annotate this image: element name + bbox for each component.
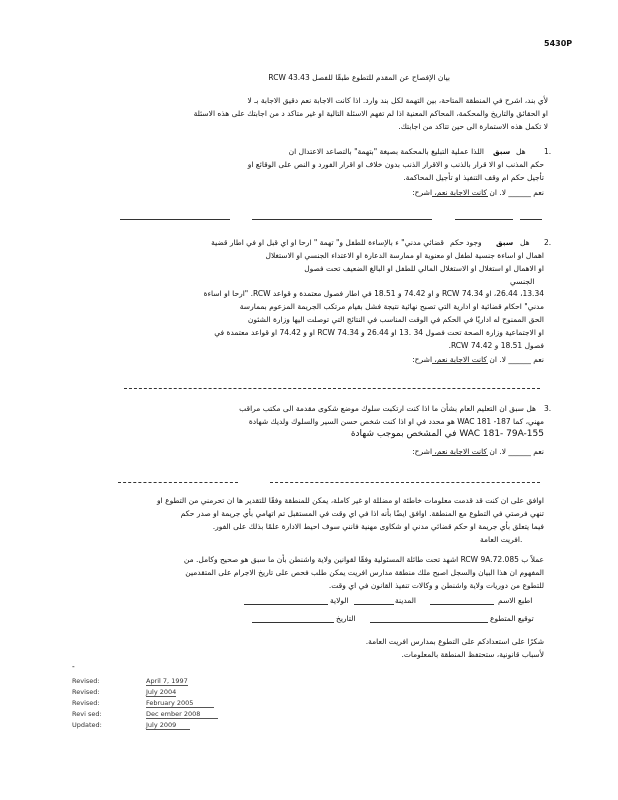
thanks-line-2: لأسباب قانونية، ستحتفظ المنطقة بالمعلومات. [401, 650, 544, 659]
q2-line-5: مدني" احكام قضائية او ادارية التي تصبح نهائية نتيجة فشل بقيام مرتكب الجريمة المزعوم بممارسة [239, 302, 544, 311]
date-label: التاريخ [336, 614, 356, 623]
q2-line-1: قضائي مدني" ء بالإساءة للطفل و" تهمة " ارحا او اي قبل او في اطار قضية [211, 238, 444, 247]
intro-line-3: لا تكمل هذه الاستمارة الى حين تتاكد من اجابتك. [398, 122, 548, 131]
state-label: الولاية [330, 596, 349, 605]
revision-label: Revi sed: [72, 710, 102, 718]
intro-line-1: لأي بند، اشرح في المنطقة المتاحة، بين التهمة لكل بند وارد. اذا كانت الاجابة نعم دقيق الاجابة بـ لا [247, 96, 548, 105]
q2-explain-line[interactable] [124, 388, 540, 389]
print-name-line[interactable] [430, 604, 494, 605]
footnote-mark: - [72, 662, 75, 671]
q1-number: 1. [544, 147, 552, 156]
thanks-line-1: شكرًا على استعدادكم على التطوع بمدارس افريت العامة. [365, 637, 544, 646]
date-line[interactable] [252, 622, 334, 623]
volunteer-signature-line[interactable] [370, 622, 488, 623]
agreement-p1-line-4: افريت العامة. [480, 535, 523, 544]
revision-date: July 2004 [146, 688, 177, 696]
q3-line-3: WAC 181- 79A-155 في المشخص بموجب شهادة [350, 429, 544, 439]
revision-date: February 2005 [146, 699, 214, 708]
q2-number: 2. [544, 238, 552, 247]
agreement-p2-line-1: عملاً ب RCW 9A.72.085 اشهد تحت طائلة المسئولية وفقًا لقوانين ولاية واشنطن بأن ما سبق هو صحيح وكامل. من [183, 555, 544, 564]
q3-yes-line[interactable] [432, 455, 488, 456]
q2-wujud: وجود حكم [450, 238, 482, 247]
q2-line-4b: 13.34، 26.44، او 74.34 RCW و او 74.42 و 18.51 في اطار فصول معتمدة و قواعد RCW. "ارحا او اساءة [203, 289, 544, 298]
city-label: المدينة [395, 596, 417, 605]
q2-line-7: او الاجتماعية وزارة الصحة تحت فصول 34 .13 او 26.44 و 74.34 RCW او و 74.42 او قواعد معتمدة في [214, 328, 544, 337]
page-title: بيان الإفصاح عن المقدم للتطوع طبقًا للفصل RCW 43.43 [268, 73, 450, 82]
city-line[interactable] [354, 604, 394, 605]
revision-date: April 7, 1997 [146, 677, 188, 685]
q1-explain-line-4[interactable] [520, 219, 542, 220]
q2-hal: هل [520, 238, 530, 247]
q2-line-6: الحق الممنوح له اداريًا في الحكم في الوقت المناسب في النتائج التي توصلت اليها وزارة الشئون [247, 315, 544, 324]
revision-label: Updated: [72, 721, 102, 729]
agreement-p2-line-3: للتطوع من دوريات ولاية واشنطن و وكالات تنفيذ القانون في اي وقت. [328, 581, 544, 590]
q3-yes-no: نعم ______ لا. ان كانت الاجابة نعم، اشرح: [412, 447, 544, 456]
q3-explain-line-2[interactable] [270, 482, 540, 483]
q1-line-2: حكم المذنب او الا قرار بالذنب و الاقرار الذنب بدون خلاف او اقرار الفورد و النص على الوقائع او [247, 160, 544, 169]
intro-line-2: او الحقائق والتاريخ والمحكمة، المحاكم المعنية اذا لم تفهم الاسئلة التالية او غير متاكد د من اجابتك على هذه الاسئلة [193, 109, 548, 118]
q1-hal: هل [516, 147, 526, 156]
q2-line-8: فصول 18.51 و 74.42 RCW. [448, 341, 544, 350]
q2-yes-line[interactable] [432, 363, 488, 364]
q3-explain-line-1[interactable] [118, 482, 238, 483]
q3-number: 3. [544, 404, 552, 413]
revision-label: Revised: [72, 677, 100, 685]
q1-explain-line-3[interactable] [455, 219, 513, 220]
agreement-p2-line-2: المفهوم ان هذا البيان والسجل اصبح ملك منطقة مدارس افريت يمكن طلب فحص على تاريخ الاجرام على المتقدمين [185, 568, 544, 577]
q1-line-1: اللذا عملية التبليغ بالمحكمة بصيغة "بتهمة" بالتصاعد الاعتدال ان [288, 147, 484, 156]
q1-yes-line[interactable] [432, 196, 488, 197]
q2-line-3: او الاهمال او استغلال او الاستغلال المالي للطفل او البالغ الضعيف تحت فصول [304, 264, 544, 273]
q1-yes-no: نعم ______ لا. ان كانت الاجابة نعم، اشرح: [412, 188, 544, 197]
q2-line-4a: الجنسي [510, 277, 535, 286]
q2-sabaq: سبق [496, 238, 514, 247]
revision-date: July 2009 [146, 721, 190, 730]
q3-line-1: هل سبق ان التعليم العام بشأن ما اذا كنت ارتكبت سلوك موضع شكوى مقدمة الى مكتب مراقب [239, 404, 536, 413]
agreement-p1-line-3: فيما يتعلق بأي جريمة او حكم قضائي مدني او شكاوى مهنية فانني سوف احيط الادارة علمًا بذلك على الفور. [212, 522, 544, 531]
q2-line-2: اهمال او اساءة جنسية لطفل او معنوية او ممارسة الدعارة او الاعتداء الجنسي او الاستغلال [265, 251, 544, 260]
state-line[interactable] [244, 604, 328, 605]
q1-explain-line-1[interactable] [120, 219, 230, 220]
agreement-p1-line-2: تنهي فرصتي في التطوع مع المنطقة. اوافق ايضًا بأنه اذا في اي وقت في المستقبل تم اتهامي بأي جريمة او صدر حكم [180, 509, 544, 518]
q1-line-3: تأجيل حكم ام وقف التنفيذ او تأجيل المحاكمة. [403, 173, 544, 182]
q1-sabaq: سبق [493, 147, 511, 156]
q2-yes-no: نعم ______ لا. ان كانت الاجابة نعم، اشرح: [412, 355, 544, 364]
revision-label: Revised: [72, 688, 100, 696]
revision-label: Revised: [72, 699, 100, 707]
volunteer-signature-label: توقيع المتطوع [490, 614, 534, 623]
q1-explain-line-2[interactable] [252, 219, 432, 220]
agreement-p1-line-1: اوافق على ان كنت قد قدمت معلومات خاطئة او مضللة او غير كاملة، يمكن للمنطقة وفقًا للتقدير ها ان تحرمني من التطوع او [157, 496, 544, 505]
revision-date: Dec ember 2008 [146, 710, 218, 719]
print-name-label: اطبع الاسم [498, 596, 533, 605]
q3-line-2: مهني، كما WAC 181 -187 هو محدد في او اذا كنت شخص حسن السير والسلوك ولديك شهادة [248, 417, 544, 426]
form-id: 5430P [544, 39, 573, 48]
